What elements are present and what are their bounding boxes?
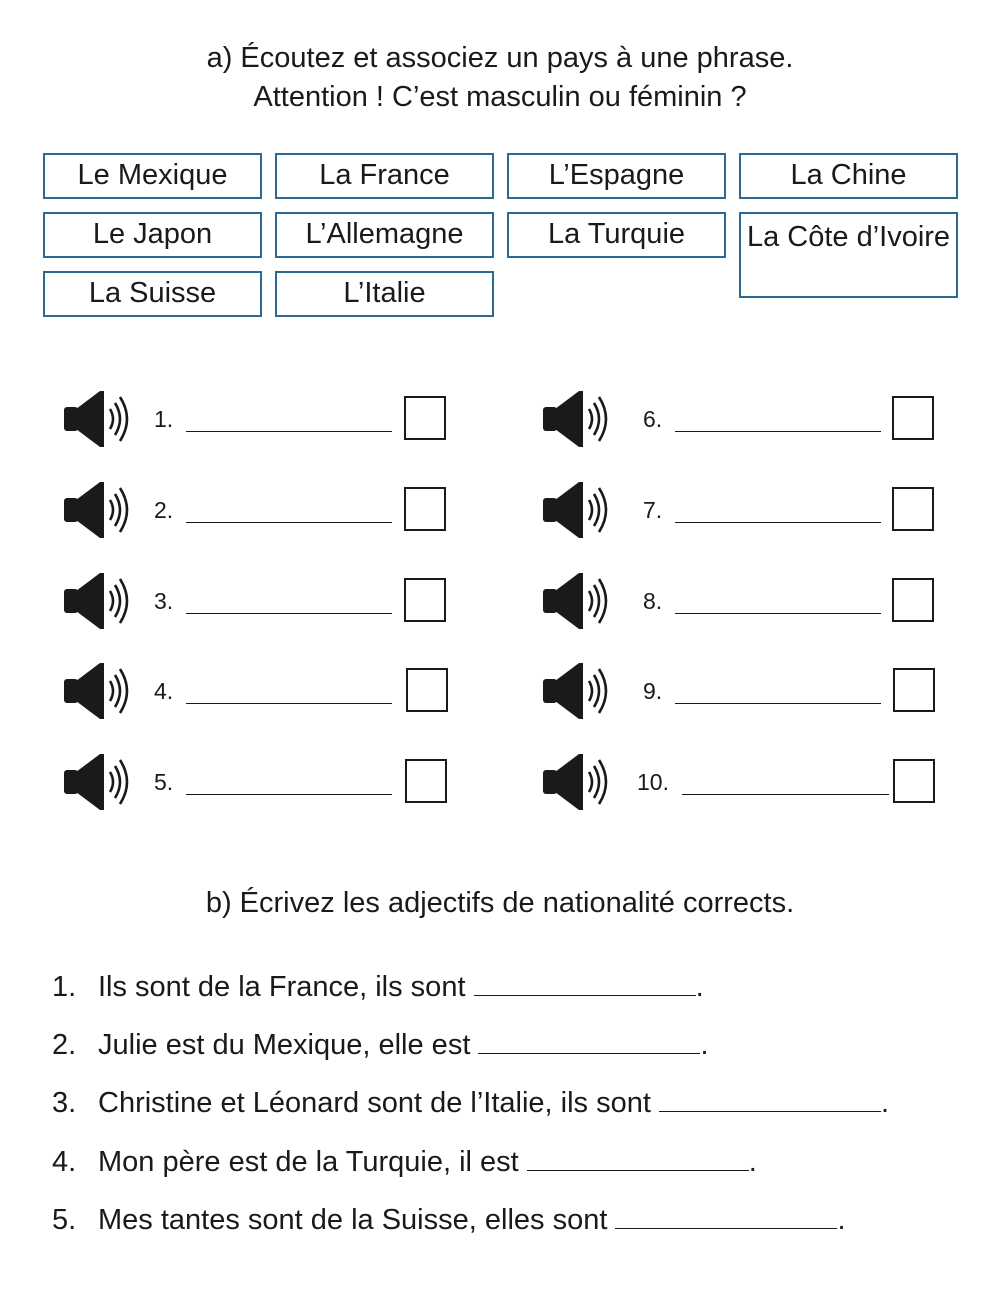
item-number: 6. bbox=[643, 406, 663, 432]
word-italie[interactable]: L’Italie bbox=[275, 271, 494, 317]
item-number: 10. bbox=[637, 769, 669, 795]
sentence-2 bbox=[52, 1025, 709, 1063]
word-japon[interactable]: Le Japon bbox=[43, 212, 262, 258]
audio-item-1 bbox=[62, 389, 462, 449]
audio-item-2 bbox=[62, 480, 462, 540]
sentence-4 bbox=[52, 1142, 757, 1180]
sentence-text: Julie est du Mexique, elle est bbox=[98, 1029, 471, 1061]
item-number: 8. bbox=[643, 588, 663, 614]
part-a-instruction-line2: Attention ! C’est masculin ou féminin ? bbox=[253, 81, 747, 113]
word-suisse[interactable]: La Suisse bbox=[43, 271, 262, 317]
speaker-icon[interactable] bbox=[541, 752, 621, 812]
sentence-number: 4. bbox=[52, 1146, 77, 1178]
answer-blank[interactable] bbox=[186, 431, 392, 432]
answer-blank[interactable] bbox=[675, 613, 881, 614]
gender-checkbox[interactable] bbox=[406, 668, 448, 712]
audio-item-5 bbox=[62, 752, 462, 812]
gender-checkbox[interactable] bbox=[405, 759, 447, 803]
answer-blank[interactable] bbox=[478, 1025, 700, 1054]
audio-item-8 bbox=[541, 571, 941, 631]
word-turquie[interactable]: La Turquie bbox=[507, 212, 726, 258]
audio-item-9 bbox=[541, 661, 941, 721]
sentence-end: . bbox=[837, 1204, 846, 1236]
item-number: 3. bbox=[154, 588, 174, 614]
answer-blank[interactable] bbox=[659, 1083, 881, 1112]
speaker-icon[interactable] bbox=[541, 389, 621, 449]
item-number: 1. bbox=[154, 406, 174, 432]
item-number: 5. bbox=[154, 769, 174, 795]
answer-blank[interactable] bbox=[186, 794, 392, 795]
item-number: 2. bbox=[154, 497, 174, 523]
audio-item-7 bbox=[541, 480, 941, 540]
answer-blank[interactable] bbox=[186, 522, 392, 523]
sentence-number: 5. bbox=[52, 1204, 77, 1236]
word-allemagne[interactable]: L’Allemagne bbox=[275, 212, 494, 258]
answer-blank[interactable] bbox=[682, 794, 889, 795]
sentence-end: . bbox=[880, 1087, 890, 1119]
part-b-instruction: b) Écrivez les adjectifs de nationalité corrects. bbox=[205, 887, 795, 919]
audio-item-4 bbox=[62, 661, 462, 721]
item-number: 9. bbox=[643, 678, 663, 704]
gender-checkbox[interactable] bbox=[892, 487, 934, 531]
gender-checkbox[interactable] bbox=[404, 578, 446, 622]
answer-blank[interactable] bbox=[186, 613, 392, 614]
speaker-icon[interactable] bbox=[62, 480, 142, 540]
gender-checkbox[interactable] bbox=[892, 396, 934, 440]
sentence-end: . bbox=[748, 1146, 757, 1178]
answer-blank[interactable] bbox=[186, 703, 392, 704]
gender-checkbox[interactable] bbox=[404, 396, 446, 440]
sentence-end: . bbox=[700, 1029, 709, 1061]
answer-blank[interactable] bbox=[615, 1200, 837, 1229]
answer-blank[interactable] bbox=[527, 1142, 749, 1171]
word-mexique[interactable]: Le Mexique bbox=[43, 153, 262, 199]
word-cote-divoire[interactable]: La Côte d’Ivoire bbox=[739, 212, 958, 298]
word-france[interactable]: La France bbox=[275, 153, 494, 199]
item-number: 4. bbox=[154, 678, 174, 704]
gender-checkbox[interactable] bbox=[404, 487, 446, 531]
gender-checkbox[interactable] bbox=[893, 668, 935, 712]
speaker-icon[interactable] bbox=[541, 661, 621, 721]
speaker-icon[interactable] bbox=[541, 571, 621, 631]
speaker-icon[interactable] bbox=[62, 389, 142, 449]
sentence-number: 3. bbox=[52, 1087, 77, 1119]
gender-checkbox[interactable] bbox=[893, 759, 935, 803]
speaker-icon[interactable] bbox=[62, 752, 142, 812]
speaker-icon[interactable] bbox=[62, 571, 142, 631]
gender-checkbox[interactable] bbox=[892, 578, 934, 622]
answer-blank[interactable] bbox=[675, 703, 881, 704]
audio-item-6 bbox=[541, 389, 941, 449]
answer-blank[interactable] bbox=[675, 431, 881, 432]
word-espagne[interactable]: L’Espagne bbox=[507, 153, 726, 199]
sentence-number: 2. bbox=[52, 1029, 77, 1061]
speaker-icon[interactable] bbox=[62, 661, 142, 721]
word-chine[interactable]: La Chine bbox=[739, 153, 958, 199]
sentence-text: Christine et Léonard sont de l’Italie, ils sont bbox=[98, 1087, 651, 1119]
sentence-text: Ils sont de la France, ils sont bbox=[98, 971, 466, 1003]
part-a-instruction-line1: a) Écoutez et associez un pays à une phrase. bbox=[206, 42, 794, 74]
audio-item-10 bbox=[541, 752, 951, 812]
answer-blank[interactable] bbox=[474, 967, 696, 996]
item-number: 7. bbox=[643, 497, 663, 523]
sentence-text: Mes tantes sont de la Suisse, elles sont bbox=[98, 1204, 608, 1236]
sentence-3 bbox=[52, 1083, 889, 1121]
answer-blank[interactable] bbox=[675, 522, 881, 523]
speaker-icon[interactable] bbox=[541, 480, 621, 540]
sentence-number: 1. bbox=[52, 971, 77, 1003]
sentence-1 bbox=[52, 967, 704, 1005]
audio-item-3 bbox=[62, 571, 462, 631]
sentence-end: . bbox=[695, 971, 704, 1003]
sentence-text: Mon père est de la Turquie, il est bbox=[98, 1146, 519, 1178]
sentence-5 bbox=[52, 1200, 846, 1238]
